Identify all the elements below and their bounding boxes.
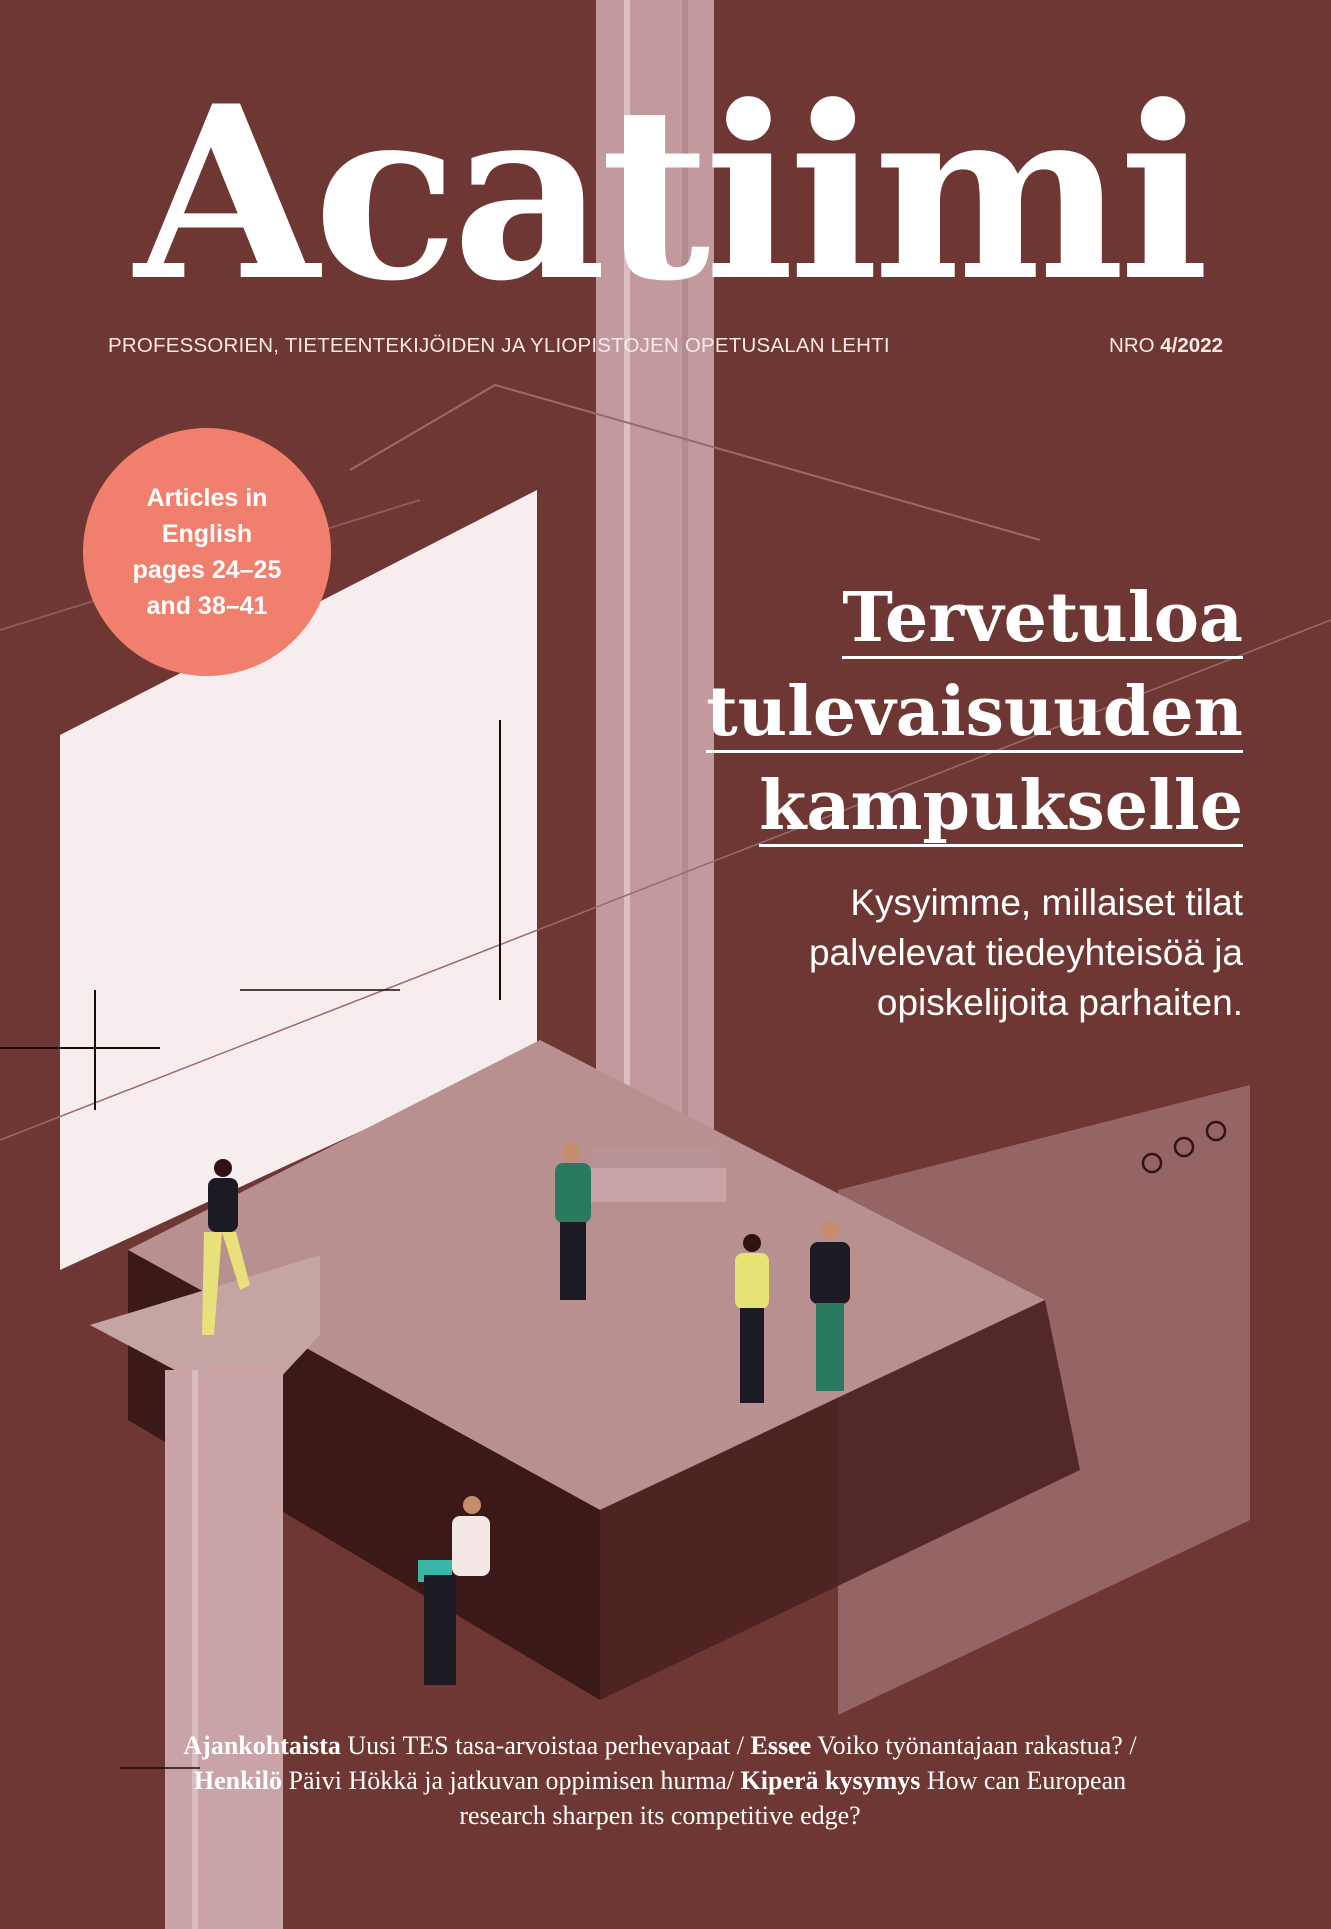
person-icon (735, 1234, 769, 1403)
headline-line: kampukselle (759, 766, 1243, 846)
contents-section: Henkilö (193, 1766, 282, 1795)
person-icon (555, 1143, 591, 1300)
issue-number (1109, 334, 1223, 358)
cover-subhead: Kysyimme, millaiset tilat palvelevat tiedeyhteisöä ja opiskelijoita parhaiten. (808, 882, 1243, 1023)
cover-contents (150, 1728, 1170, 1833)
contents-text: Uusi TES tasa-arvoistaa perhevapaat / (347, 1731, 744, 1760)
cover-headline (623, 575, 1243, 857)
contents-text: Päivi Hökkä ja jatkuvan oppimisen hurma/ (288, 1766, 735, 1795)
contents-text: Voiko työnantajaan rakastua? / (817, 1731, 1137, 1760)
issue-value: 4/2022 (1160, 334, 1223, 357)
contents-section: Ajankohtaista (183, 1731, 341, 1760)
publication-tagline: PROFESSORIEN, TIETEENTEKIJÖIDEN JA YLIOPISTOJEN OPETUSALAN LEHTI (108, 334, 890, 357)
person-icon (810, 1221, 850, 1391)
column-icon (165, 1370, 283, 1929)
headline-line: Tervetuloa (842, 578, 1243, 658)
masthead-title: Acatiimi (134, 70, 1204, 320)
headline-line: tulevaisuuden (706, 672, 1243, 752)
contents-text: How can European research sharpen its competitive edge? (459, 1766, 1127, 1830)
contents-section: Essee (750, 1731, 812, 1760)
issue-prefix: NRO (1109, 334, 1155, 357)
badge-text: Articles in English pages 24–25 and 38–41 (132, 484, 282, 620)
contents-section: Kiperä kysymys (740, 1766, 921, 1795)
english-articles-badge (83, 428, 331, 676)
